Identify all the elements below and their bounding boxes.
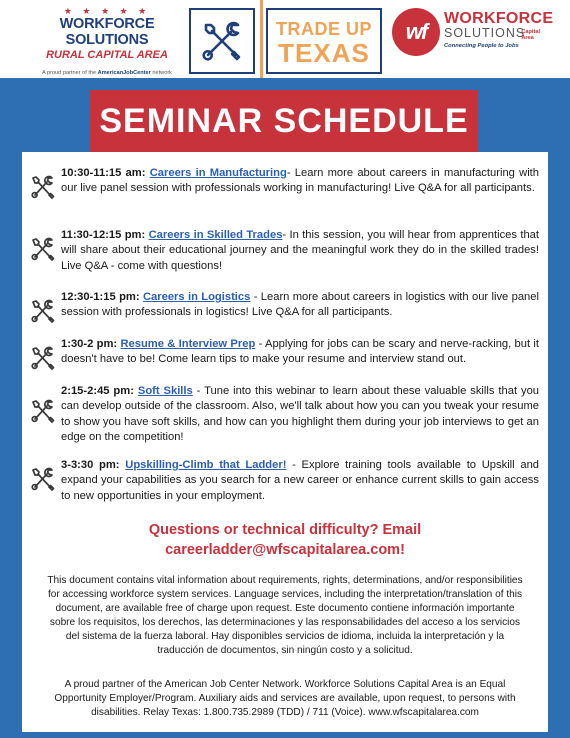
divider: [260, 0, 263, 78]
wf-name-line1: WORKFORCE: [444, 10, 554, 27]
logo-subtitle: RURAL CAPITAL AREA: [46, 49, 168, 61]
stars-icon: ★ ★ ★ ★ ★: [63, 6, 151, 16]
seminar-link-logistics[interactable]: Careers in Logistics: [142, 291, 251, 303]
workforce-solutions-capital-area-logo: [392, 8, 562, 56]
contact-email[interactable]: careerladder@wfscapitalarea.com!: [165, 542, 405, 558]
schedule-item-text: 2:15-2:45 pm: Soft Skills - Tune into this webinar to learn about these valuable skills that you can develop outside of the classroom. Also, we'll talk about how you can you tweak your resume to show you have soft skills, and how can you highlight them during your job interviews to get an edge on the competition!: [61, 385, 540, 443]
wf-mark: wf: [392, 8, 440, 56]
schedule-time: 12:30-1:15 pm:: [61, 291, 140, 303]
language-services-notice: This document contains vital information about requirements, rights, determinations, and/or responsibilities for accessing workforce system services. Language services, including the interpretation/translation of this document, are available free of charge upon request. Este documento contiene información importante sobre los requisitos, los derechos, las determinaciones y las responsabilidades del acceso a los servicios del sistema de la fuerza laboral. Hay disponibles servicios de idioma, incluida la interpretación y la traducción de documentos, sin ningún costo y a solicitud.: [47, 575, 523, 656]
wrench-screwdriver-icon: [198, 17, 246, 65]
schedule-time: 3-3:30 pm:: [61, 459, 120, 471]
schedule-time: 10:30-11:15 am:: [61, 167, 146, 179]
schedule-item-text: 3-3:30 pm: Upskilling-Climb that Ladder! - Explore training tools available to Upskill and expand your capabilities as you search for a new career or enhance current skills to gain access to new opportunities in your employment.: [61, 459, 540, 502]
wf-tagline: Connecting People to Jobs: [444, 43, 519, 49]
seminar-link-resume-interview[interactable]: Resume & Interview Prep: [120, 338, 256, 350]
wrench-screwdriver-icon: [30, 174, 56, 202]
logo-title: WORKFORCE SOLUTIONS: [59, 16, 155, 48]
wrench-screwdriver-icon: [30, 398, 56, 426]
schedule-item-text: 10:30-11:15 am: Careers in Manufacturing- Learn more about careers in manufacturing with our live panel session with professionals working in manufacturing! Live Q&A for all participants.: [61, 167, 540, 195]
wrench-screwdriver-icon: [30, 298, 56, 326]
trade-up-texas-logo: [266, 8, 382, 74]
schedule-time: 1:30-2 pm:: [61, 338, 118, 350]
schedule-item-text: 12:30-1:15 pm: Careers in Logistics - Learn more about careers in logistics with our live panel session with professionals in logistics! Live Q&A for all participants.: [61, 291, 539, 319]
tools-logo-box: [189, 8, 255, 74]
schedule-time: 2:15-2:45 pm:: [61, 385, 134, 397]
wrench-screwdriver-icon: [30, 466, 56, 494]
schedule-item-text: 11:30-12:15 pm: Careers in Skilled Trades- In this session, you will hear from apprentices that will share about their educational journey and the meaningful work they do in the skilled trades! Live Q&A - come with questions!: [61, 229, 540, 272]
seminar-link-skilled-trades[interactable]: Careers in Skilled Trades: [148, 229, 283, 241]
schedule-time: 11:30-12:15 pm:: [61, 229, 146, 241]
contact-line1: Questions or technical difficulty? Email: [148, 522, 422, 538]
page-title: SEMINAR SCHEDULE: [99, 102, 469, 140]
seminar-link-manufacturing[interactable]: Careers in Manufacturing: [149, 167, 287, 179]
wrench-screwdriver-icon: [30, 236, 56, 264]
workforce-solutions-rural-capital-area-logo: [22, 6, 192, 77]
wf-name-line2: SOLUTIONS: [444, 26, 526, 40]
trade-up-text: TRADE UP: [275, 19, 372, 39]
logo-tagline: A proud partner of the AmericanJobCenter network: [42, 70, 172, 76]
page-header: [0, 0, 570, 78]
texas-text: TEXAS: [278, 38, 370, 68]
wrench-screwdriver-icon: [30, 345, 56, 373]
schedule-item-text: 1:30-2 pm: Resume & Interview Prep - Applying for jobs can be scary and nerve-racking, but it doesn't have to be! Come learn tips to make your resume and interview stand out.: [61, 338, 539, 366]
wf-area-label: Capital Area: [521, 29, 540, 41]
partner-disclaimer: A proud partner of the American Job Center Network. Workforce Solutions Capital Area is an Equal Opportunity Employer/Program. Auxiliary aids and services are available, upon request, to persons with disabilities. Relay Texas: 1.800.735.2989 (TDD) / 711 (Voice). www.wfscapitalarea.com: [54, 679, 516, 718]
seminar-link-soft-skills[interactable]: Soft Skills: [137, 385, 193, 397]
seminar-link-upskilling[interactable]: Upskilling-Climb that Ladder!: [125, 459, 287, 471]
contact-callout: [40, 520, 530, 560]
